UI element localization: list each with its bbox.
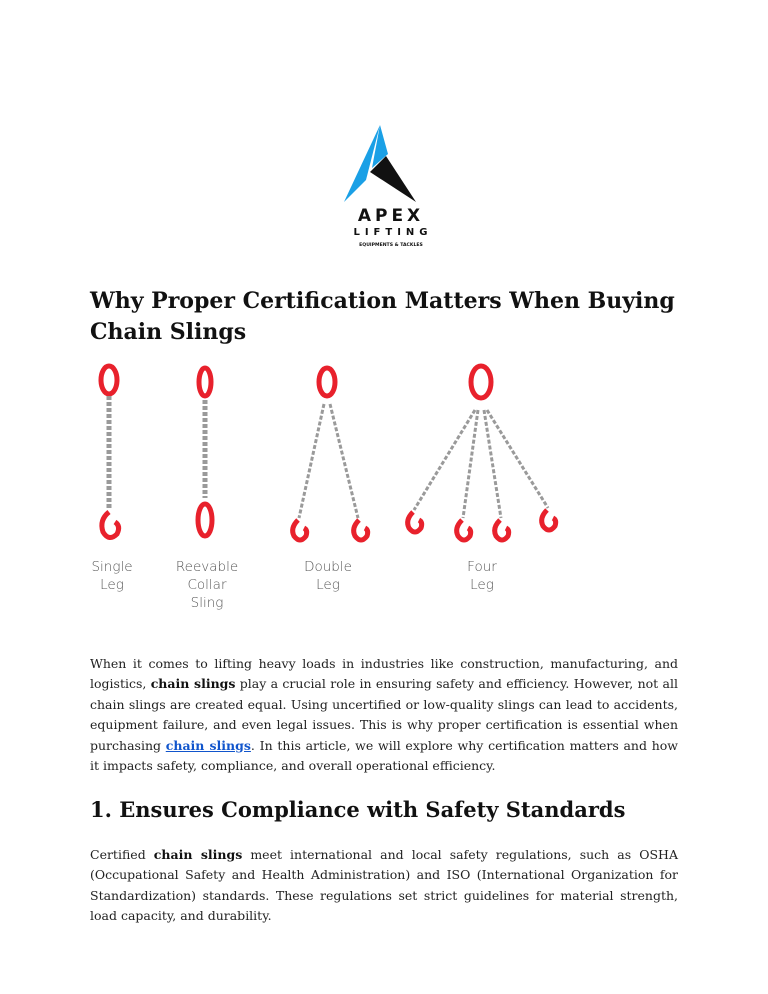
four-leg-sling (408, 366, 556, 540)
caption-line: Single (91, 559, 133, 575)
section-text: meet international and local safety regulations, such as OSHA (Occupational Safety and Health Administration) and ISO (International Organization for Standardization) standards. These regulations set strict guidelines for material strength, load capacity, and durability. (90, 847, 678, 924)
section-bold-term: chain slings (153, 847, 243, 862)
caption-line: Leg (316, 577, 340, 593)
intro-text: . In this article, we will explore why certification matters and how it impacts safety, compliance, and overall operational efficiency. (90, 737, 679, 774)
intro-text: play a crucial role in ensuring safety and efficiency. However, not all chain slings are created equal. Using uncertified or low-quality slings can lead to accidents, equipment failure, and even legal issues. This is why proper certification is essential when purchasing (90, 676, 678, 753)
reevable-collar-sling (198, 368, 212, 536)
intro-text: When it comes to lifting heavy loads in industries like construction, manufacturing, and logistics, (90, 656, 678, 692)
section-text: Certified (90, 847, 154, 862)
caption-line: Collar (187, 577, 227, 593)
caption-line: Leg (470, 577, 494, 593)
caption-line: Sling (190, 595, 224, 611)
caption-line: Four (467, 559, 497, 575)
logo-brand-text: APEX (357, 206, 425, 226)
caption-line: Double (304, 559, 352, 575)
intro-bold-term: chain slings (150, 676, 236, 692)
caption-double-leg (300, 558, 356, 594)
caption-single-leg (88, 558, 136, 594)
chain-slings-link[interactable]: chain slings (165, 737, 251, 753)
caption-reevable-collar-sling (174, 558, 240, 612)
single-leg-sling (101, 366, 119, 538)
logo-subtitle-text: EQUIPMENTS & TACKLES (359, 243, 423, 248)
caption-four-leg (458, 558, 506, 594)
apex-logo (336, 122, 446, 250)
chain-slings-illustration (88, 362, 588, 562)
section-paragraph (90, 845, 678, 927)
chain-sling-figure (88, 362, 588, 622)
apex-triangle-icon (336, 122, 446, 212)
logo-lifting-text: LIFTING (353, 227, 433, 238)
section-heading: 1. Ensures Compliance with Safety Standards (90, 797, 626, 822)
page-title: Why Proper Certification Matters When Buying Chain Slings (90, 288, 675, 345)
caption-line: Leg (100, 577, 124, 593)
caption-line: Reevable (175, 559, 239, 575)
double-leg-sling (293, 368, 368, 540)
intro-paragraph (90, 654, 678, 776)
